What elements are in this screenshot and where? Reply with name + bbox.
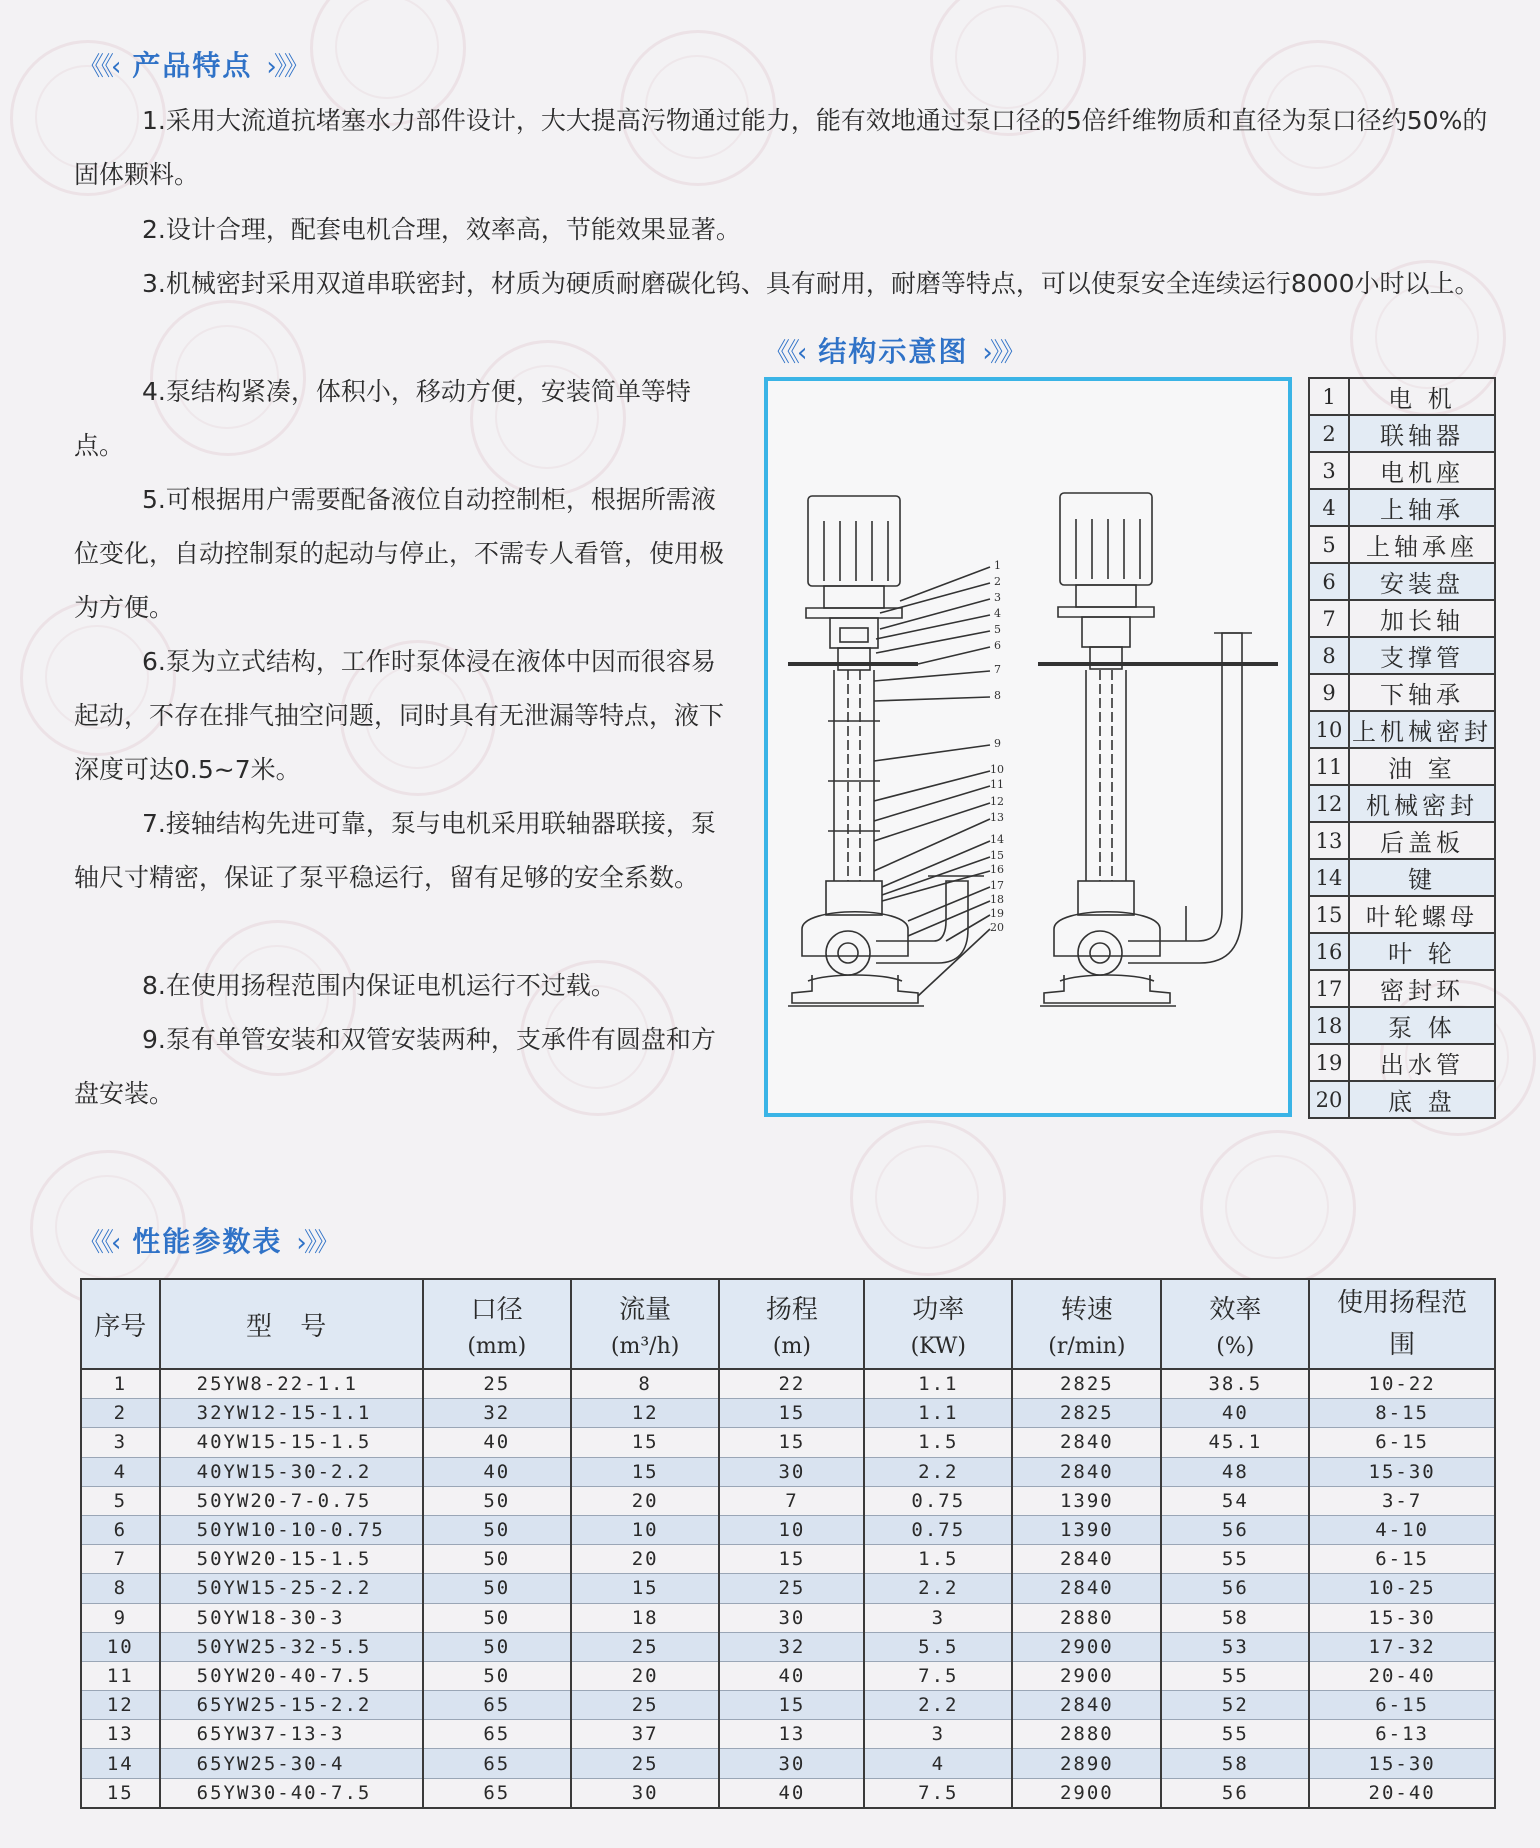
table-row: [81, 1399, 1495, 1428]
features-heading: [78, 44, 307, 84]
cell-range: 4-10: [1309, 1515, 1495, 1544]
part-name: 密封环: [1349, 970, 1495, 1007]
leader-num-13: 13: [990, 811, 1004, 824]
parts-row: [1309, 563, 1495, 600]
cell-power: 0.75: [864, 1515, 1012, 1544]
cell-head: 40: [719, 1661, 864, 1690]
leader-num-10: 10: [990, 763, 1004, 776]
col-head: 扬程 (m): [719, 1279, 864, 1369]
cell-speed: 2880: [1012, 1720, 1161, 1749]
leader-num-9: 9: [994, 737, 1001, 750]
part-number: 9: [1309, 674, 1349, 711]
cell-power: 4: [864, 1749, 1012, 1778]
leader-num-16: 16: [990, 863, 1004, 876]
cell-model: 50YW25-32-5.5: [160, 1632, 423, 1661]
cell-model: 50YW20-40-7.5: [160, 1661, 423, 1690]
cell-head: 15: [719, 1545, 864, 1574]
cell-head: 10: [719, 1515, 864, 1544]
cell-range: 20-40: [1309, 1778, 1495, 1808]
cell-range: 6-13: [1309, 1720, 1495, 1749]
cell-speed: 2900: [1012, 1632, 1161, 1661]
structure-diagram: [764, 377, 1292, 1117]
feature-item-7: 7.接轴结构先进可靠，泵与电机采用联轴器联接，泵轴尺寸精密，保证了泵平稳运行，留有足够的安全系数。: [74, 809, 716, 892]
right-double-chevron-icon: ›》》: [296, 1227, 337, 1258]
leader-num-1: 1: [994, 559, 1001, 572]
cell-flow: 18: [571, 1603, 720, 1632]
part-name: 机械密封: [1349, 785, 1495, 822]
cell-head: 30: [719, 1749, 864, 1778]
cell-model: 65YW25-30-4: [160, 1749, 423, 1778]
part-name: 泵 体: [1349, 1007, 1495, 1044]
cell-flow: 15: [571, 1574, 720, 1603]
cell-flow: 12: [571, 1399, 720, 1428]
cell-model: 40YW15-30-2.2: [160, 1457, 423, 1486]
cell-power: 5.5: [864, 1632, 1012, 1661]
cell-model: 50YW20-15-1.5: [160, 1545, 423, 1574]
cell-power: 2.2: [864, 1457, 1012, 1486]
cell-power: 7.5: [864, 1778, 1012, 1808]
cell-eff: 58: [1161, 1749, 1309, 1778]
cell-diameter: 32: [423, 1399, 571, 1428]
cell-eff: 55: [1161, 1720, 1309, 1749]
leader-num-2: 2: [994, 575, 1001, 588]
cell-flow: 15: [571, 1428, 720, 1457]
parts-row: [1309, 1007, 1495, 1044]
table-row: [81, 1778, 1495, 1808]
cell-model: 50YW18-30-3: [160, 1603, 423, 1632]
cell-speed: 2840: [1012, 1545, 1161, 1574]
cell-speed: 2900: [1012, 1778, 1161, 1808]
cell-eff: 56: [1161, 1778, 1309, 1808]
table-row: [81, 1632, 1495, 1661]
feature-item-3: 3.机械密封采用双道串联密封，材质为硬质耐磨碳化钨、具有耐用，耐磨等特点，可以使泵安全连续运行8000小时以上。: [142, 269, 1480, 298]
part-name: 叶 轮: [1349, 933, 1495, 970]
cell-eff: 56: [1161, 1574, 1309, 1603]
cell-no: 12: [81, 1691, 160, 1720]
cell-no: 13: [81, 1720, 160, 1749]
feature-item-9: 9.泵有单管安装和双管安装两种，支承件有圆盘和方盘安装。: [74, 1025, 716, 1108]
cell-flow: 25: [571, 1632, 720, 1661]
col-eff: 效率 (%): [1161, 1279, 1309, 1369]
leader-num-20: 20: [990, 921, 1004, 934]
parts-row: [1309, 526, 1495, 563]
table-row: [81, 1749, 1495, 1778]
part-name: 后盖板: [1349, 822, 1495, 859]
part-number: 4: [1309, 489, 1349, 526]
leader-num-8: 8: [994, 689, 1001, 702]
table-row: [81, 1661, 1495, 1690]
parts-table: [1308, 377, 1496, 1119]
cell-diameter: 40: [423, 1428, 571, 1457]
cell-range: 15-30: [1309, 1749, 1495, 1778]
cell-diameter: 65: [423, 1778, 571, 1808]
parts-row: [1309, 1081, 1495, 1118]
cell-flow: 37: [571, 1720, 720, 1749]
cell-eff: 58: [1161, 1603, 1309, 1632]
leader-num-17: 17: [990, 879, 1004, 892]
cell-range: 15-30: [1309, 1457, 1495, 1486]
cell-eff: 54: [1161, 1486, 1309, 1515]
cell-flow: 10: [571, 1515, 720, 1544]
cell-power: 3: [864, 1603, 1012, 1632]
cell-no: 1: [81, 1369, 160, 1399]
leader-num-14: 14: [990, 833, 1004, 846]
parts-row: [1309, 674, 1495, 711]
cell-speed: 2880: [1012, 1603, 1161, 1632]
parts-row: [1309, 822, 1495, 859]
cell-no: 2: [81, 1399, 160, 1428]
cell-no: 3: [81, 1428, 160, 1457]
feature-item-6: 6.泵为立式结构，工作时泵体浸在液体中因而很容易起动，不存在排气抽空问题，同时具有无泄漏等特点，液下深度可达0.5~7米。: [74, 647, 725, 784]
cell-no: 5: [81, 1486, 160, 1515]
parts-row: [1309, 970, 1495, 1007]
cell-power: 1.1: [864, 1399, 1012, 1428]
parts-row: [1309, 452, 1495, 489]
part-name: 叶轮螺母: [1349, 896, 1495, 933]
cell-power: 1.5: [864, 1545, 1012, 1574]
performance-title: 性能参数表: [132, 1225, 283, 1258]
cell-range: 15-30: [1309, 1603, 1495, 1632]
cell-speed: 2825: [1012, 1369, 1161, 1399]
cell-range: 20-40: [1309, 1661, 1495, 1690]
part-number: 12: [1309, 785, 1349, 822]
left-double-chevron-icon: 《《‹: [78, 51, 119, 82]
cell-head: 13: [719, 1720, 864, 1749]
cell-flow: 20: [571, 1545, 720, 1574]
leader-num-7: 7: [994, 663, 1001, 676]
part-name: 底 盘: [1349, 1081, 1495, 1118]
cell-power: 7.5: [864, 1661, 1012, 1690]
cell-diameter: 50: [423, 1574, 571, 1603]
left-double-chevron-icon: 《《‹: [78, 1227, 119, 1258]
cell-range: 3-7: [1309, 1486, 1495, 1515]
part-number: 6: [1309, 563, 1349, 600]
cell-range: 6-15: [1309, 1545, 1495, 1574]
cell-range: 17-32: [1309, 1632, 1495, 1661]
table-row: [81, 1428, 1495, 1457]
part-number: 3: [1309, 452, 1349, 489]
cell-no: 9: [81, 1603, 160, 1632]
cell-eff: 40: [1161, 1399, 1309, 1428]
part-name: 上轴承: [1349, 489, 1495, 526]
table-row: [81, 1603, 1495, 1632]
cell-range: 10-22: [1309, 1369, 1495, 1399]
cell-diameter: 65: [423, 1749, 571, 1778]
performance-header-row: [81, 1279, 1495, 1369]
feature-item-5: 5.可根据用户需要配备液位自动控制柜，根据所需液位变化，自动控制泵的起动与停止，不需专人看管，使用极为方便。: [74, 485, 725, 622]
cell-flow: 25: [571, 1691, 720, 1720]
cell-power: 1.5: [864, 1428, 1012, 1457]
parts-row: [1309, 415, 1495, 452]
leader-num-15: 15: [990, 849, 1004, 862]
cell-head: 25: [719, 1574, 864, 1603]
cell-diameter: 65: [423, 1691, 571, 1720]
table-row: [81, 1457, 1495, 1486]
cell-head: 40: [719, 1778, 864, 1808]
cell-model: 50YW20-7-0.75: [160, 1486, 423, 1515]
parts-row: [1309, 637, 1495, 674]
part-number: 13: [1309, 822, 1349, 859]
cell-speed: 2840: [1012, 1428, 1161, 1457]
cell-flow: 20: [571, 1486, 720, 1515]
parts-row: [1309, 711, 1495, 748]
cell-no: 8: [81, 1574, 160, 1603]
table-row: [81, 1574, 1495, 1603]
part-number: 7: [1309, 600, 1349, 637]
cell-head: 15: [719, 1691, 864, 1720]
cell-range: 6-15: [1309, 1428, 1495, 1457]
cell-head: 32: [719, 1632, 864, 1661]
cell-speed: 2900: [1012, 1661, 1161, 1690]
right-double-chevron-icon: ›》》: [982, 337, 1023, 368]
cell-model: 65YW37-13-3: [160, 1720, 423, 1749]
part-number: 10: [1309, 711, 1349, 748]
leader-num-19: 19: [990, 907, 1004, 920]
cell-head: 15: [719, 1399, 864, 1428]
cell-diameter: 50: [423, 1661, 571, 1690]
parts-row: [1309, 378, 1495, 415]
pump-drawing: [768, 381, 1288, 1113]
performance-heading: [78, 1220, 337, 1260]
cell-eff: 48: [1161, 1457, 1309, 1486]
part-name: 键: [1349, 859, 1495, 896]
part-number: 20: [1309, 1081, 1349, 1118]
cell-model: 65YW30-40-7.5: [160, 1778, 423, 1808]
structure-title: 结构示意图: [818, 335, 969, 368]
structure-heading: [764, 330, 1023, 370]
cell-speed: 2825: [1012, 1399, 1161, 1428]
performance-table: [80, 1278, 1496, 1809]
cell-no: 15: [81, 1778, 160, 1808]
parts-row: [1309, 896, 1495, 933]
cell-no: 4: [81, 1457, 160, 1486]
cell-speed: 2840: [1012, 1457, 1161, 1486]
cell-speed: 1390: [1012, 1486, 1161, 1515]
part-number: 17: [1309, 970, 1349, 1007]
cell-power: 3: [864, 1720, 1012, 1749]
leader-num-4: 4: [994, 607, 1001, 620]
cell-diameter: 50: [423, 1632, 571, 1661]
cell-model: 50YW15-25-2.2: [160, 1574, 423, 1603]
cell-no: 6: [81, 1515, 160, 1544]
part-number: 15: [1309, 896, 1349, 933]
cell-power: 2.2: [864, 1574, 1012, 1603]
part-name: 下轴承: [1349, 674, 1495, 711]
cell-power: 2.2: [864, 1691, 1012, 1720]
cell-flow: 8: [571, 1369, 720, 1399]
features-title: 产品特点: [132, 49, 253, 82]
cell-diameter: 50: [423, 1603, 571, 1632]
part-number: 5: [1309, 526, 1349, 563]
cell-range: 8-15: [1309, 1399, 1495, 1428]
left-double-chevron-icon: 《《‹: [764, 337, 805, 368]
cell-range: 10-25: [1309, 1574, 1495, 1603]
cell-model: 65YW25-15-2.2: [160, 1691, 423, 1720]
part-number: 1: [1309, 378, 1349, 415]
cell-flow: 15: [571, 1457, 720, 1486]
part-number: 18: [1309, 1007, 1349, 1044]
cell-flow: 30: [571, 1778, 720, 1808]
cell-eff: 56: [1161, 1515, 1309, 1544]
cell-model: 25YW8-22-1.1: [160, 1369, 423, 1399]
cell-diameter: 50: [423, 1486, 571, 1515]
right-double-chevron-icon: ›》》: [266, 51, 307, 82]
parts-row: [1309, 489, 1495, 526]
table-row: [81, 1515, 1495, 1544]
cell-diameter: 65: [423, 1720, 571, 1749]
cell-range: 6-15: [1309, 1691, 1495, 1720]
cell-diameter: 25: [423, 1369, 571, 1399]
cell-power: 0.75: [864, 1486, 1012, 1515]
col-flow: 流量 (m³/h): [571, 1279, 720, 1369]
cell-eff: 55: [1161, 1545, 1309, 1574]
feature-item-2: 2.设计合理，配套电机合理，效率高，节能效果显著。: [142, 215, 741, 244]
cell-model: 40YW15-15-1.5: [160, 1428, 423, 1457]
leader-num-12: 12: [990, 795, 1004, 808]
col-model: 型 号: [160, 1279, 423, 1369]
cell-head: 30: [719, 1603, 864, 1632]
cell-speed: 1390: [1012, 1515, 1161, 1544]
parts-row: [1309, 600, 1495, 637]
table-row: [81, 1486, 1495, 1515]
part-name: 联轴器: [1349, 415, 1495, 452]
part-name: 上机械密封: [1349, 711, 1495, 748]
feature-item-8: 8.在使用扬程范围内保证电机运行不过载。: [142, 971, 616, 1000]
part-number: 2: [1309, 415, 1349, 452]
cell-speed: 2840: [1012, 1574, 1161, 1603]
part-name: 电 机: [1349, 378, 1495, 415]
part-name: 安装盘: [1349, 563, 1495, 600]
motor-2: [1060, 493, 1152, 585]
table-row: [81, 1369, 1495, 1399]
cell-diameter: 50: [423, 1545, 571, 1574]
part-number: 14: [1309, 859, 1349, 896]
leader-num-6: 6: [994, 639, 1001, 652]
leader-num-11: 11: [990, 778, 1004, 791]
parts-row: [1309, 933, 1495, 970]
part-name: 上轴承座: [1349, 526, 1495, 563]
part-name: 加长轴: [1349, 600, 1495, 637]
col-speed: 转速 (r/min): [1012, 1279, 1161, 1369]
parts-row: [1309, 1044, 1495, 1081]
table-row: [81, 1691, 1495, 1720]
cell-speed: 2840: [1012, 1691, 1161, 1720]
cell-eff: 45.1: [1161, 1428, 1309, 1457]
col-power: 功率 (KW): [864, 1279, 1012, 1369]
col-diameter: 口径 (mm): [423, 1279, 571, 1369]
cell-model: 50YW10-10-0.75: [160, 1515, 423, 1544]
leader-num-3: 3: [994, 591, 1001, 604]
part-number: 16: [1309, 933, 1349, 970]
cell-eff: 53: [1161, 1632, 1309, 1661]
cell-flow: 20: [571, 1661, 720, 1690]
leader-num-18: 18: [990, 893, 1004, 906]
cell-head: 7: [719, 1486, 864, 1515]
cell-no: 7: [81, 1545, 160, 1574]
part-number: 19: [1309, 1044, 1349, 1081]
cell-diameter: 40: [423, 1457, 571, 1486]
cell-eff: 55: [1161, 1661, 1309, 1690]
part-name: 电机座: [1349, 452, 1495, 489]
cell-speed: 2890: [1012, 1749, 1161, 1778]
cell-model: 32YW12-15-1.1: [160, 1399, 423, 1428]
part-name: 出水管: [1349, 1044, 1495, 1081]
part-number: 8: [1309, 637, 1349, 674]
cell-no: 14: [81, 1749, 160, 1778]
part-name: 油 室: [1349, 748, 1495, 785]
leader-num-5: 5: [994, 623, 1001, 636]
cell-no: 11: [81, 1661, 160, 1690]
cell-eff: 38.5: [1161, 1369, 1309, 1399]
cell-head: 30: [719, 1457, 864, 1486]
part-number: 11: [1309, 748, 1349, 785]
cell-eff: 52: [1161, 1691, 1309, 1720]
cell-head: 15: [719, 1428, 864, 1457]
parts-row: [1309, 859, 1495, 896]
cell-flow: 25: [571, 1749, 720, 1778]
feature-item-1: 1.采用大流道抗堵塞水力部件设计，大大提高污物通过能力，能有效地通过泵口径的5倍纤维物质和直径为泵口径约50%的固体颗料。: [74, 106, 1488, 189]
cell-power: 1.1: [864, 1369, 1012, 1399]
feature-item-4: 4.泵结构紧凑，体积小，移动方便，安装简单等特点。: [74, 377, 691, 460]
parts-row: [1309, 785, 1495, 822]
part-name: 支撑管: [1349, 637, 1495, 674]
motor-1: [808, 496, 900, 586]
table-row: [81, 1720, 1495, 1749]
parts-row: [1309, 748, 1495, 785]
cell-no: 10: [81, 1632, 160, 1661]
col-range: 使用扬程范围: [1309, 1279, 1495, 1369]
cell-diameter: 50: [423, 1515, 571, 1544]
table-row: [81, 1545, 1495, 1574]
col-no: 序号: [81, 1279, 160, 1369]
cell-head: 22: [719, 1369, 864, 1399]
